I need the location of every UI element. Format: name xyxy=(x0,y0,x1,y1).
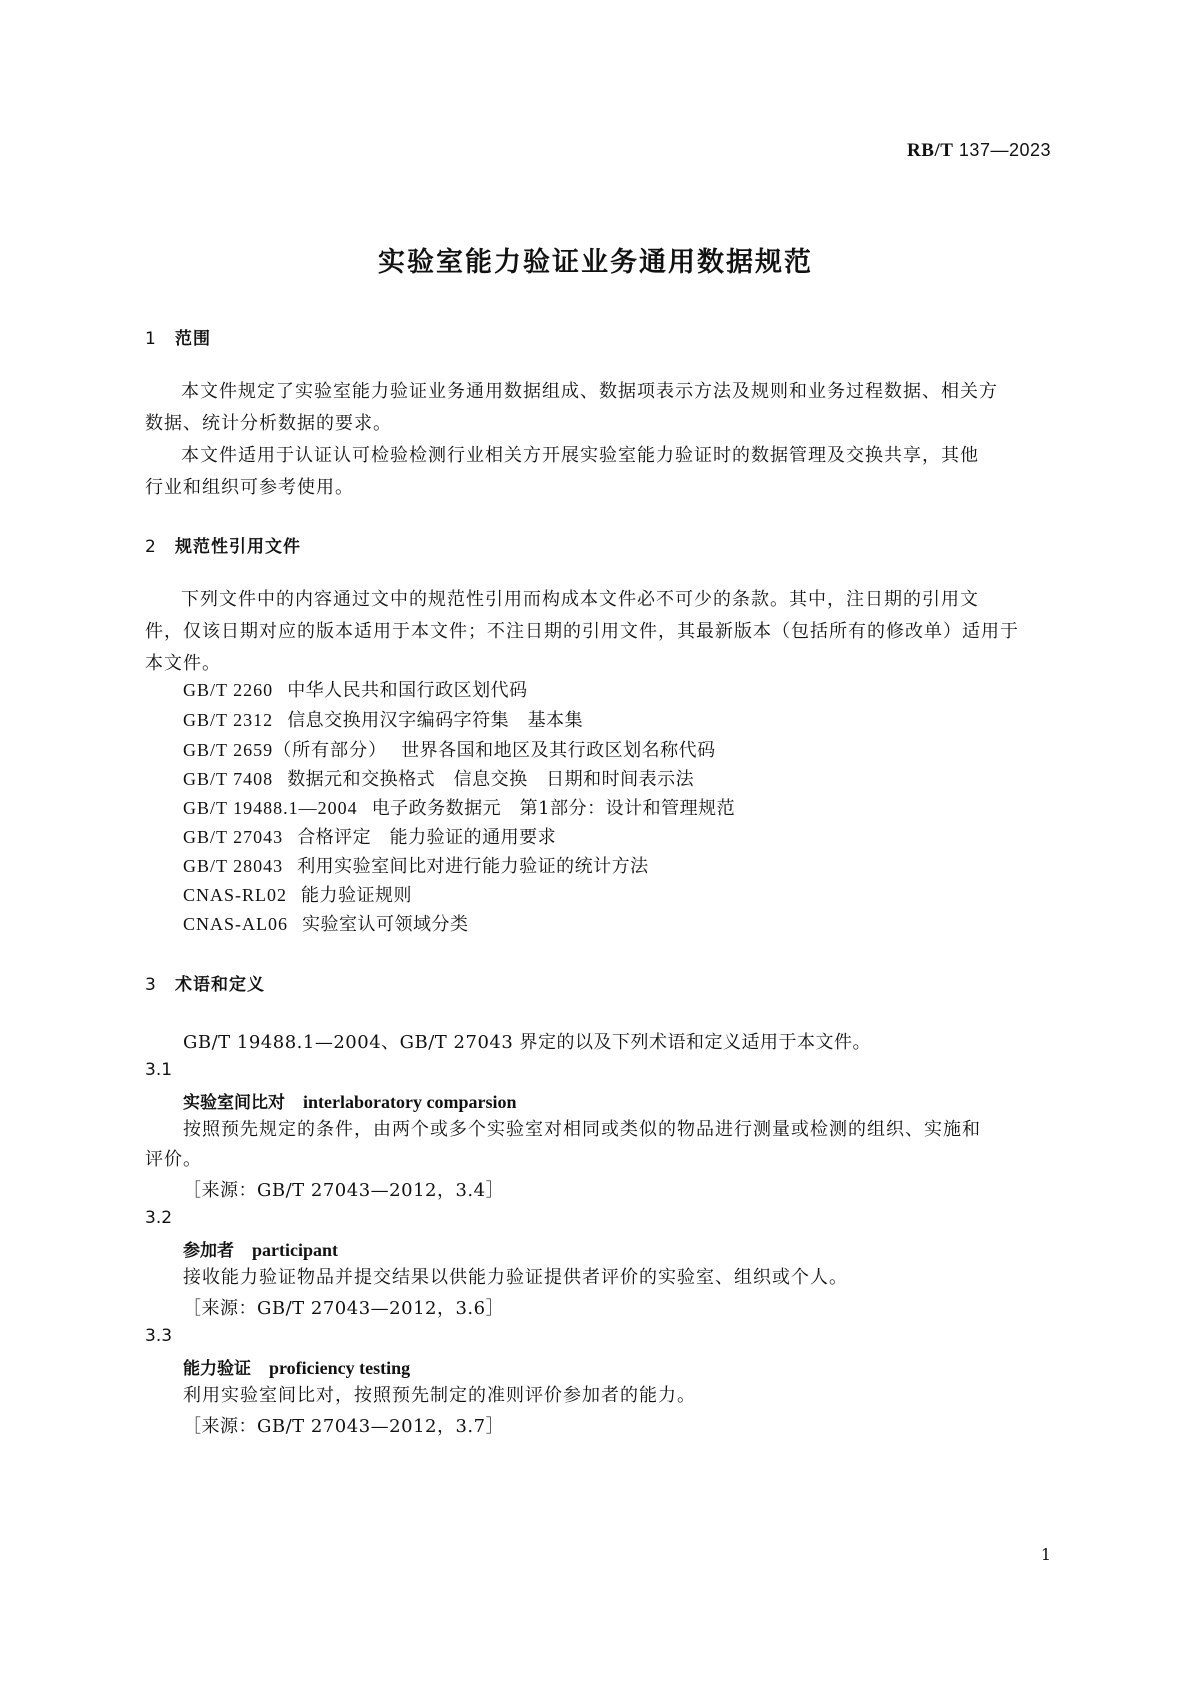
reference-item xyxy=(183,794,735,820)
section-number: 3 xyxy=(145,975,157,995)
standard-number: 137—2023 xyxy=(958,140,1051,160)
reference-item xyxy=(183,852,649,878)
term-en: interlaboratory comparsion xyxy=(303,1092,517,1112)
reference-code: CNAS-AL06 xyxy=(183,914,289,934)
term-zh: 实验室间比对 xyxy=(183,1093,285,1113)
scope-paragraph-2-line-1: 本文件适用于认证认可检验检测行业相关方开展实验室能力验证时的数据管理及交换共享，其他 xyxy=(181,445,979,466)
reference-item xyxy=(183,910,469,936)
standard-code xyxy=(907,140,1051,162)
term-source: ［来源：GB/T 27043—2012，3.7］ xyxy=(183,1416,505,1437)
term-source: ［来源：GB/T 27043—2012，3.6］ xyxy=(183,1298,505,1319)
term-zh: 能力验证 xyxy=(183,1359,251,1379)
reference-code: CNAS-RL02 xyxy=(183,885,288,905)
references-intro-line-1: 下列文件中的内容通过文中的规范性引用而构成本文件必不可少的条款。其中，注日期的引用文 xyxy=(181,589,979,610)
reference-code: GB/T 2260 xyxy=(183,680,274,700)
standard-prefix: RB/T xyxy=(907,140,954,161)
term-definition-line-2: 评价。 xyxy=(145,1149,202,1170)
term-heading xyxy=(183,1354,410,1379)
reference-code: GB/T 2312 xyxy=(183,710,274,730)
references-intro-line-2: 件，仅该日期对应的版本适用于本文件；不注日期的引用文件，其最新版本（包括所有的修改单）适用于 xyxy=(145,621,1019,642)
term-en: participant xyxy=(252,1240,339,1260)
section-heading-terms-definitions xyxy=(145,970,265,995)
term-source: ［来源：GB/T 27043—2012，3.4］ xyxy=(183,1180,505,1201)
reference-item xyxy=(183,765,694,791)
reference-title: 世界各国和地区及其行政区划名称代码 xyxy=(401,740,716,761)
reference-title: 中华人民共和国行政区划代码 xyxy=(287,680,528,701)
term-number: 3.2 xyxy=(145,1208,173,1228)
term-definition-line-1: 接收能力验证物品并提交结果以供能力验证提供者评价的实验室、组织或个人。 xyxy=(183,1267,848,1288)
reference-title: 信息交换用汉字编码字符集 基本集 xyxy=(287,710,584,731)
section-number: 2 xyxy=(145,537,157,557)
section-title: 范围 xyxy=(175,329,211,349)
reference-item xyxy=(183,823,556,849)
terms-intro: GB/T 19488.1—2004、GB/T 27043 界定的以及下列术语和定义适用于本文件。 xyxy=(183,1032,872,1053)
document-title: 实验室能力验证业务通用数据规范 xyxy=(378,247,813,278)
reference-title: 利用实验室间比对进行能力验证的统计方法 xyxy=(297,856,649,877)
term-number: 3.1 xyxy=(145,1060,173,1080)
reference-item xyxy=(183,736,716,762)
term-heading xyxy=(183,1236,338,1261)
reference-code: GB/T 27043 xyxy=(183,827,284,847)
reference-title: 实验室认可领域分类 xyxy=(302,914,469,935)
reference-code: GB/T 19488.1—2004 xyxy=(183,798,358,818)
term-en: proficiency testing xyxy=(269,1358,411,1378)
reference-code: GB/T 2659（所有部分） xyxy=(183,740,388,760)
reference-code: GB/T 7408 xyxy=(183,769,274,789)
scope-paragraph-1-line-1: 本文件规定了实验室能力验证业务通用数据组成、数据项表示方法及规则和业务过程数据、相关方 xyxy=(181,381,998,402)
term-zh: 参加者 xyxy=(183,1241,234,1261)
scope-paragraph-2-line-2: 行业和组织可参考使用。 xyxy=(145,477,354,498)
scope-paragraph-1-line-2: 数据、统计分析数据的要求。 xyxy=(145,413,392,434)
reference-title: 数据元和交换格式 信息交换 日期和时间表示法 xyxy=(287,769,695,790)
page-number: 1 xyxy=(1040,1545,1051,1564)
section-title: 规范性引用文件 xyxy=(175,537,301,557)
reference-item xyxy=(183,676,528,702)
reference-code: GB/T 28043 xyxy=(183,856,284,876)
term-definition-line-1: 利用实验室间比对，按照预先制定的准则评价参加者的能力。 xyxy=(183,1385,696,1406)
reference-title: 合格评定 能力验证的通用要求 xyxy=(297,827,557,848)
section-number: 1 xyxy=(145,329,157,349)
term-definition-line-1: 按照预先规定的条件，由两个或多个实验室对相同或类似的物品进行测量或检测的组织、实施和 xyxy=(183,1119,981,1140)
section-title: 术语和定义 xyxy=(175,975,265,995)
term-number: 3.3 xyxy=(145,1326,173,1346)
reference-title: 能力验证规则 xyxy=(301,885,413,906)
section-heading-scope xyxy=(145,324,211,349)
reference-title: 电子政务数据元 第1部分：设计和管理规范 xyxy=(371,798,736,819)
term-heading xyxy=(183,1088,516,1113)
section-heading-normative-references xyxy=(145,532,301,557)
reference-item xyxy=(183,881,412,907)
references-intro-line-3: 本文件。 xyxy=(145,653,221,674)
reference-item xyxy=(183,706,583,732)
